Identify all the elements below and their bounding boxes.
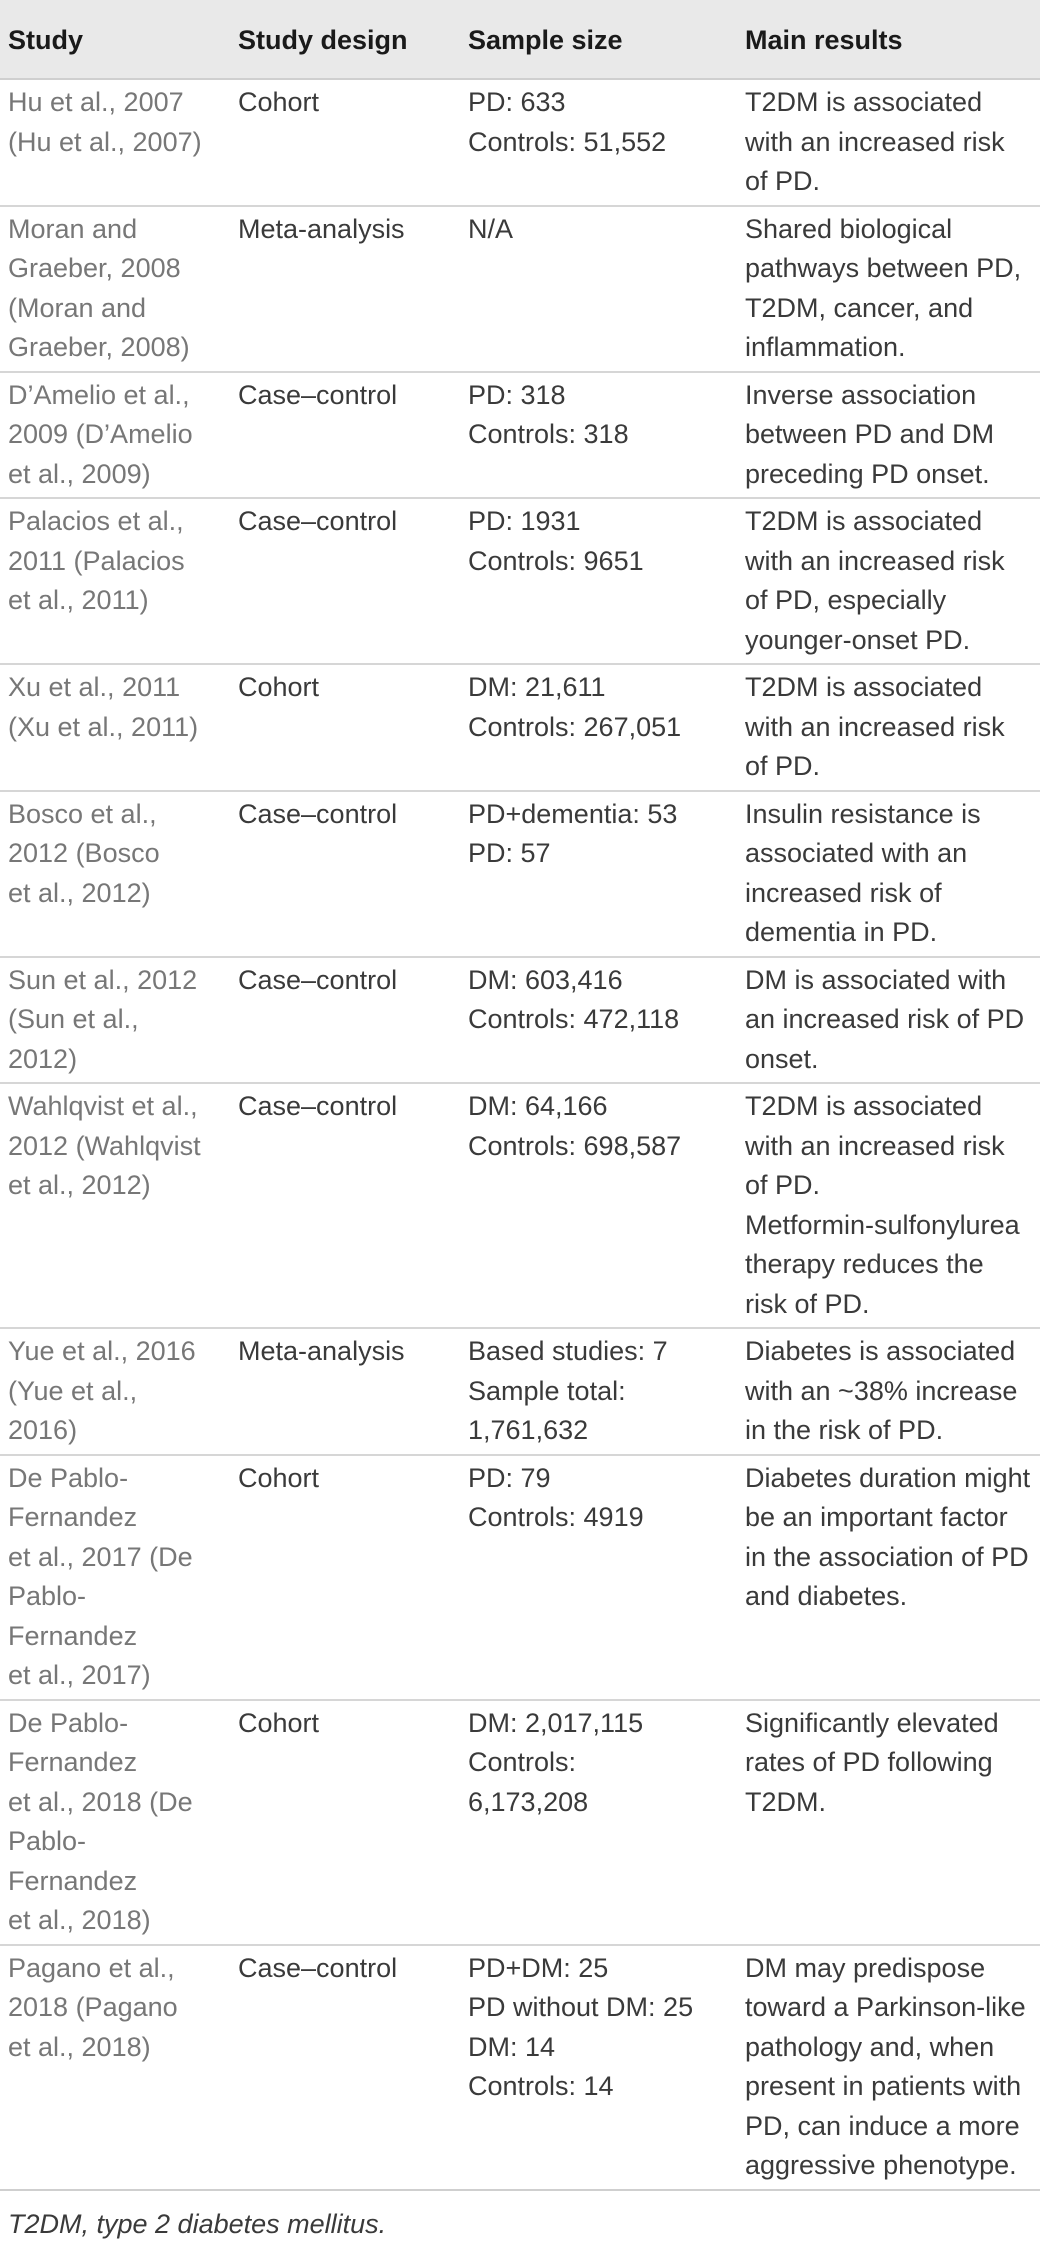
- main-results-cell-line: onset.: [745, 1043, 819, 1074]
- table-row: [0, 79, 1040, 206]
- sample-size-cell-line: Controls: 14: [468, 2071, 614, 2101]
- table-row: [0, 664, 1040, 791]
- main-results-cell-line: Inverse association: [745, 379, 977, 410]
- main-results-cell-line: between PD and DM: [745, 419, 995, 449]
- table-row: [0, 1083, 1040, 1328]
- sample-size-cell-line: Controls: 267,051: [468, 711, 682, 742]
- sample-size-cell: [460, 1455, 737, 1700]
- design-cell: [230, 1328, 460, 1455]
- table-row: [0, 1328, 1040, 1455]
- study-cell-line: 2009 (D’Amelio: [8, 419, 193, 449]
- sample-size-cell-line: Controls: 4919: [468, 1502, 644, 1532]
- sample-size-cell-line: PD: 79: [468, 1462, 551, 1493]
- main-results-cell-line: of PD.: [745, 1170, 821, 1200]
- main-results-cell-line: with an increased risk: [745, 545, 1005, 576]
- study-cell-line: 2012 (Bosco: [8, 838, 160, 868]
- study-cell-line: et al., 2018 (De: [8, 1786, 193, 1817]
- sample-size-cell: [460, 957, 737, 1084]
- sample-size-cell: [460, 372, 737, 499]
- table-row: [0, 1455, 1040, 1700]
- sample-size-cell-line: Sample total:: [468, 1375, 626, 1406]
- main-results-cell-line: T2DM is associated: [745, 506, 983, 536]
- sample-size-cell-line: PD: 1931: [468, 506, 581, 536]
- main-results-cell-line: T2DM is associated: [745, 1091, 983, 1121]
- study-cell-line: Moran and: [8, 213, 138, 244]
- sample-size-cell-line: Controls:: [468, 1747, 577, 1777]
- study-cell-line: et al., 2012): [8, 877, 151, 908]
- study-cell-line: 2011 (Palacios: [8, 545, 185, 576]
- main-results-cell-line: of PD.: [745, 166, 821, 196]
- sample-size-cell: [460, 1328, 737, 1455]
- main-results-cell-line: with an increased risk: [745, 1130, 1005, 1161]
- sample-size-cell-line: Based studies: 7: [468, 1336, 668, 1366]
- design-cell-line: Cohort: [238, 672, 320, 702]
- main-results-cell: [737, 664, 1040, 791]
- main-results-cell-line: with an increased risk: [745, 711, 1005, 742]
- main-results-cell-line: increased risk of: [745, 877, 942, 908]
- sample-size-cell-line: PD: 57: [468, 838, 551, 868]
- design-cell: [230, 1700, 460, 1945]
- study-cell-line: et al., 2017): [8, 1660, 151, 1690]
- header-study-design: Study design: [230, 0, 460, 79]
- study-cell-line: Xu et al., 2011: [8, 672, 181, 702]
- main-results-cell-line: of PD.: [745, 751, 821, 781]
- sample-size-cell-line: Controls: 9651: [468, 545, 644, 576]
- main-results-cell-line: be an important factor: [745, 1502, 1008, 1532]
- study-cell-line: 2016): [8, 1415, 78, 1445]
- study-cell-line: (Hu et al., 2007): [8, 126, 202, 157]
- study-cell-line: Wahlqvist et al.,: [8, 1091, 198, 1121]
- study-cell: [0, 1328, 230, 1455]
- design-cell: [230, 1455, 460, 1700]
- main-results-cell: [737, 206, 1040, 372]
- sample-size-cell-line: Controls: 51,552: [468, 126, 667, 157]
- sample-size-cell-line: DM: 603,416: [468, 964, 623, 995]
- table-body: [0, 79, 1040, 2190]
- main-results-cell-line: pathways between PD,: [745, 253, 1022, 283]
- main-results-cell-line: an increased risk of PD: [745, 1004, 1025, 1034]
- main-results-cell-line: therapy reduces the: [745, 1249, 984, 1279]
- study-cell: [0, 498, 230, 664]
- main-results-cell-line: T2DM is associated: [745, 672, 983, 702]
- design-cell: [230, 1083, 460, 1328]
- study-cell-line: Hu et al., 2007: [8, 87, 184, 117]
- table-footnote: T2DM, type 2 diabetes mellitus.: [0, 2189, 1040, 2240]
- sample-size-cell-line: Controls: 318: [468, 419, 629, 449]
- sample-size-cell-line: DM: 21,611: [468, 672, 606, 702]
- study-cell: [0, 664, 230, 791]
- main-results-cell-line: aggressive phenotype.: [745, 2150, 1017, 2180]
- study-cell: [0, 206, 230, 372]
- main-results-cell-line: Shared biological: [745, 213, 953, 244]
- main-results-cell-line: Insulin resistance is: [745, 798, 981, 829]
- main-results-cell-line: pathology and, when: [745, 2031, 995, 2062]
- sample-size-cell-line: PD+DM: 25: [468, 1952, 609, 1983]
- design-cell: [230, 372, 460, 499]
- header-main-results: Main results: [737, 0, 1040, 79]
- sample-size-cell-line: Controls: 698,587: [468, 1130, 682, 1161]
- study-cell-line: Fernandez: [8, 1747, 138, 1777]
- sample-size-cell-line: PD: 633: [468, 87, 566, 117]
- study-cell-line: et al., 2012): [8, 1170, 151, 1200]
- main-results-cell: [737, 1328, 1040, 1455]
- study-cell: [0, 1455, 230, 1700]
- study-cell: [0, 1700, 230, 1945]
- main-results-cell-line: Significantly elevated: [745, 1707, 999, 1738]
- main-results-cell-line: present in patients with: [745, 2071, 1022, 2101]
- study-cell-line: Yue et al., 2016: [8, 1336, 196, 1366]
- main-results-cell-line: preceding PD onset.: [745, 458, 990, 489]
- study-cell: [0, 372, 230, 499]
- design-cell: [230, 664, 460, 791]
- header-sample-size: Sample size: [460, 0, 737, 79]
- main-results-cell-line: risk of PD.: [745, 1288, 870, 1319]
- design-cell: [230, 206, 460, 372]
- main-results-cell-line: toward a Parkinson-like: [745, 1992, 1026, 2022]
- main-results-cell-line: inflammation.: [745, 332, 906, 362]
- main-results-cell-line: rates of PD following: [745, 1747, 993, 1777]
- study-cell-line: (Xu et al., 2011): [8, 711, 199, 742]
- header-study: Study: [0, 0, 230, 79]
- main-results-cell-line: associated with an: [745, 838, 968, 868]
- main-results-cell-line: DM is associated with: [745, 964, 1007, 995]
- study-cell-line: Graeber, 2008): [8, 332, 190, 362]
- study-cell-line: et al., 2017 (De: [8, 1541, 193, 1572]
- study-cell-line: 2012 (Wahlqvist: [8, 1130, 201, 1161]
- study-cell-line: et al., 2018): [8, 1905, 151, 1935]
- design-cell-line: Case–control: [238, 506, 398, 536]
- design-cell-line: Meta-analysis: [238, 1336, 405, 1366]
- sample-size-cell-line: N/A: [468, 213, 514, 244]
- design-cell-line: Cohort: [238, 1462, 320, 1493]
- design-cell-line: Case–control: [238, 1952, 398, 1983]
- main-results-cell-line: in the risk of PD.: [745, 1415, 944, 1445]
- study-cell-line: Pablo-: [8, 1826, 87, 1856]
- main-results-cell: [737, 79, 1040, 206]
- design-cell-line: Case–control: [238, 1091, 398, 1121]
- sample-size-cell-line: PD without DM: 25: [468, 1992, 694, 2022]
- study-cell-line: 2012): [8, 1043, 78, 1074]
- main-results-cell-line: PD, can induce a more: [745, 2110, 1020, 2141]
- table-row: [0, 791, 1040, 957]
- main-results-cell: [737, 498, 1040, 664]
- table-row: [0, 372, 1040, 499]
- design-cell-line: Cohort: [238, 87, 320, 117]
- design-cell: [230, 79, 460, 206]
- design-cell: [230, 498, 460, 664]
- main-results-cell-line: Diabetes is associated: [745, 1336, 1016, 1366]
- main-results-cell-line: T2DM.: [745, 1786, 826, 1817]
- design-cell: [230, 957, 460, 1084]
- design-cell-line: Case–control: [238, 379, 398, 410]
- sample-size-cell: [460, 498, 737, 664]
- sample-size-cell: [460, 791, 737, 957]
- main-results-cell: [737, 957, 1040, 1084]
- study-cell-line: Fernandez: [8, 1620, 138, 1651]
- main-results-cell: [737, 372, 1040, 499]
- study-cell-line: et al., 2011): [8, 585, 149, 615]
- main-results-cell: [737, 1700, 1040, 1945]
- study-cell-line: et al., 2009): [8, 458, 151, 489]
- study-cell-line: Fernandez: [8, 1502, 138, 1532]
- study-cell-line: (Sun et al.,: [8, 1004, 139, 1034]
- table-row: [0, 498, 1040, 664]
- study-cell: [0, 79, 230, 206]
- main-results-cell: [737, 1945, 1040, 2190]
- study-cell-line: Graeber, 2008: [8, 253, 181, 283]
- header-row: [0, 0, 1040, 79]
- study-cell-line: Fernandez: [8, 1865, 138, 1896]
- sample-size-cell: [460, 206, 737, 372]
- sample-size-cell: [460, 1700, 737, 1945]
- main-results-cell-line: of PD, especially: [745, 585, 947, 615]
- design-cell-line: Case–control: [238, 964, 398, 995]
- study-cell-line: De Pablo-: [8, 1462, 129, 1493]
- sample-size-cell-line: PD+dementia: 53: [468, 798, 678, 829]
- main-results-cell: [737, 791, 1040, 957]
- main-results-cell-line: in the association of PD: [745, 1541, 1029, 1572]
- study-cell: [0, 1945, 230, 2190]
- design-cell-line: Meta-analysis: [238, 213, 405, 244]
- sample-size-cell-line: DM: 64,166: [468, 1091, 608, 1121]
- sample-size-cell: [460, 664, 737, 791]
- study-cell-line: Pablo-: [8, 1581, 87, 1611]
- sample-size-cell-line: PD: 318: [468, 379, 566, 410]
- main-results-cell-line: Metformin-sulfonylurea: [745, 1209, 1020, 1240]
- study-cell-line: Sun et al., 2012: [8, 964, 198, 995]
- study-cell-line: (Moran and: [8, 292, 147, 323]
- main-results-cell-line: with an increased risk: [745, 126, 1005, 157]
- study-cell-line: De Pablo-: [8, 1707, 129, 1738]
- main-results-cell: [737, 1083, 1040, 1328]
- main-results-cell-line: Diabetes duration might: [745, 1462, 1031, 1493]
- table-row: [0, 1700, 1040, 1945]
- sample-size-cell: [460, 79, 737, 206]
- table-row: [0, 1945, 1040, 2190]
- sample-size-cell-line: DM: 14: [468, 2031, 556, 2062]
- study-cell-line: 2018 (Pagano: [8, 1992, 178, 2022]
- main-results-cell-line: T2DM, cancer, and: [745, 292, 974, 323]
- study-cell-line: (Yue et al.,: [8, 1375, 138, 1406]
- sample-size-cell: [460, 1083, 737, 1328]
- sample-size-cell-line: 6,173,208: [468, 1786, 589, 1817]
- main-results-cell-line: DM may predispose: [745, 1952, 986, 1983]
- study-cell-line: et al., 2018): [8, 2031, 151, 2062]
- design-cell-line: Case–control: [238, 798, 398, 829]
- study-cell: [0, 791, 230, 957]
- main-results-cell-line: dementia in PD.: [745, 917, 938, 947]
- main-results-cell-line: younger-onset PD.: [745, 624, 971, 655]
- main-results-cell: [737, 1455, 1040, 1700]
- main-results-cell-line: with an ~38% increase: [745, 1375, 1018, 1406]
- study-cell: [0, 957, 230, 1084]
- study-cell: [0, 1083, 230, 1328]
- sample-size-cell-line: 1,761,632: [468, 1415, 589, 1445]
- study-cell-line: Pagano et al.,: [8, 1952, 175, 1983]
- design-cell: [230, 1945, 460, 2190]
- table-row: [0, 957, 1040, 1084]
- design-cell-line: Cohort: [238, 1707, 320, 1738]
- main-results-cell-line: and diabetes.: [745, 1581, 908, 1611]
- sample-size-cell: [460, 1945, 737, 2190]
- sample-size-cell-line: DM: 2,017,115: [468, 1707, 644, 1738]
- design-cell: [230, 791, 460, 957]
- sample-size-cell-line: Controls: 472,118: [468, 1004, 680, 1034]
- study-cell-line: D’Amelio et al.,: [8, 379, 190, 410]
- study-cell-line: Palacios et al.,: [8, 506, 184, 536]
- main-results-cell-line: T2DM is associated: [745, 87, 983, 117]
- table-row: [0, 206, 1040, 372]
- study-cell-line: Bosco et al.,: [8, 798, 157, 829]
